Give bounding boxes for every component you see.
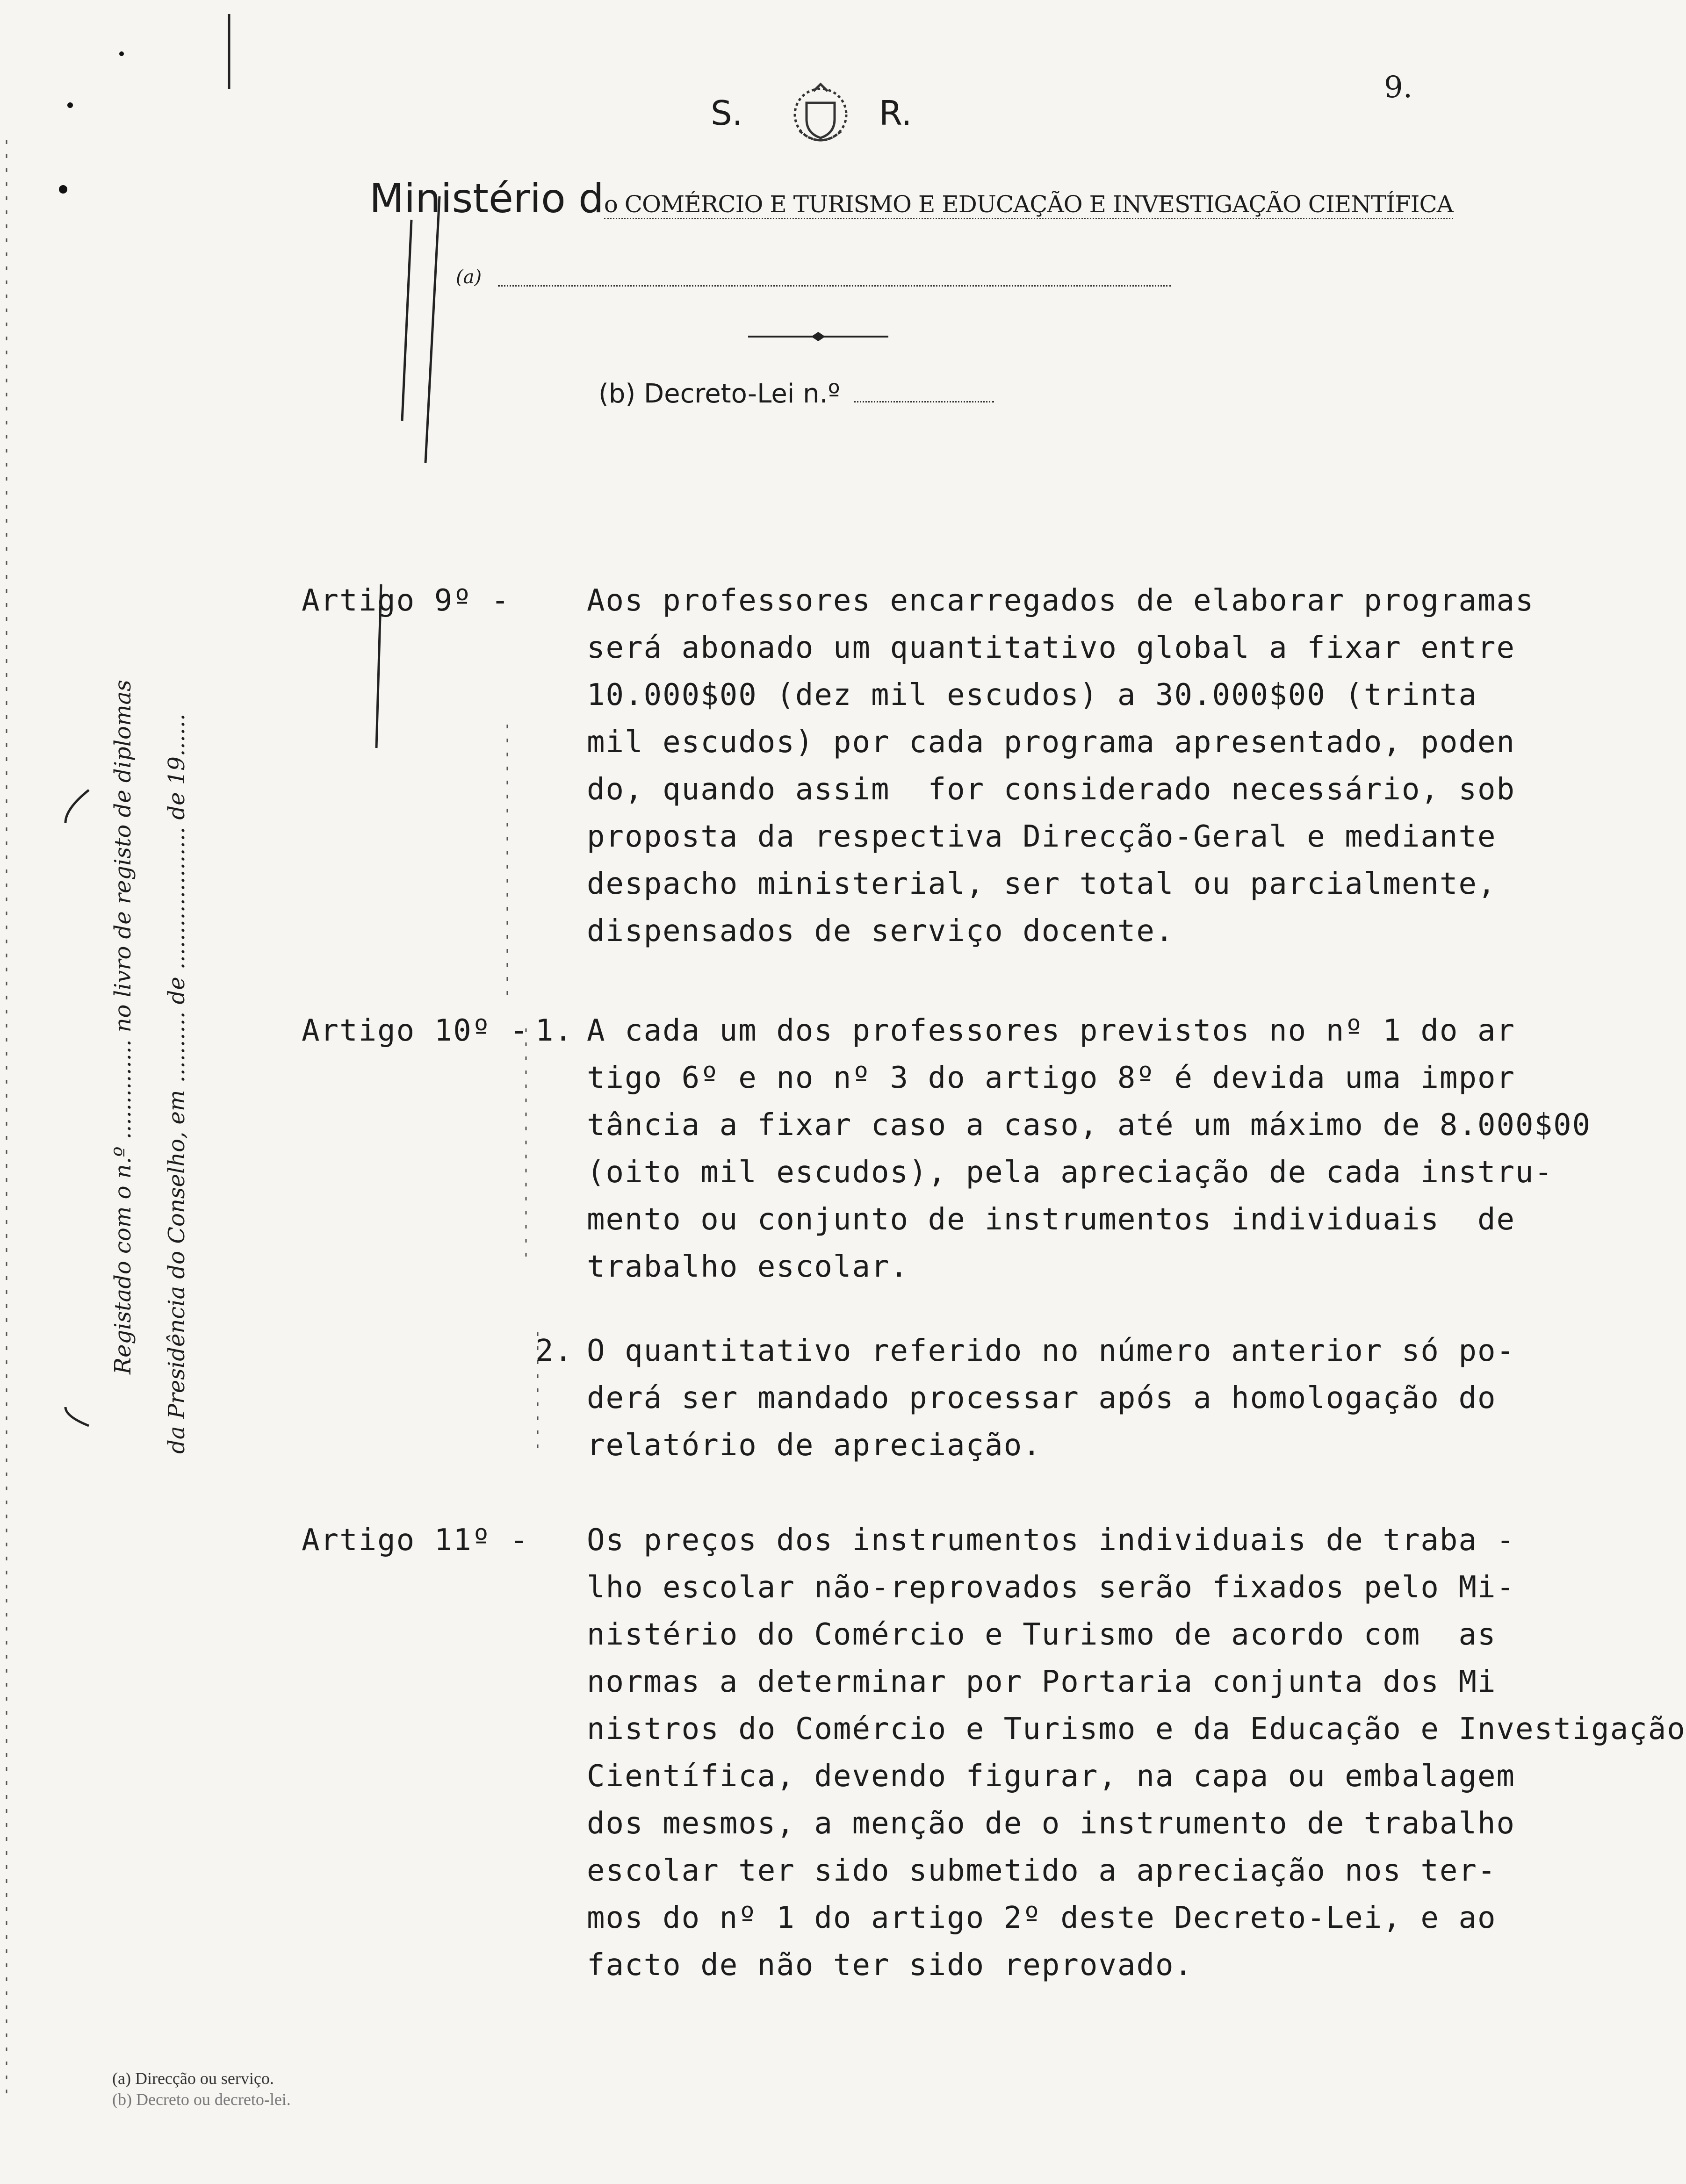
body-line: Aos professores encarregados de elaborar programas [587,583,1535,618]
article-11-label: Artigo 11º - [302,1523,529,1558]
body-line: mento ou conjunto de instrumentos individuais de [587,1202,1516,1237]
body-line: O quantitativo referido no número anterior só po- [587,1334,1516,1368]
coat-of-arms-icon [781,75,860,154]
footnote-a: (a) Direcção ou serviço. [112,2069,274,2088]
article-10-para-1-number: 1. [535,1013,574,1048]
body-line: tância a fixar caso a caso, até um máximo de 8.000$00 [587,1108,1592,1142]
article-9-body [587,577,1535,955]
registry-line-1: Registado com o n.º .............. no livro de registo de diplomas [110,680,136,1374]
body-line: mos do nº 1 do artigo 2º deste Decreto-Lei, e ao [587,1901,1497,1935]
body-line: será abonado um quantitativo global a fixar entre [587,631,1516,665]
page-number: 9. [1384,70,1413,105]
decree-number-dotline [854,401,994,402]
ministry-prefix: Ministério d [369,175,604,222]
ministry-name: o COMÉRCIO E TURISMO E EDUCAÇÃO E INVESTIGAÇÃO CIENTÍFICA [604,191,1453,219]
seal-right-letter: R. [879,93,912,133]
body-line: Os preços dos instrumentos individuais de traba - [587,1523,1516,1558]
body-line: dos mesmos, a menção de o instrumento de trabalho [587,1806,1516,1841]
ornament-divider [748,327,888,346]
margin-marks [0,0,584,2184]
body-line: lho escolar não-reprovados serão fixados pelo Mi- [587,1570,1516,1605]
article-10-para-2-number: 2. [535,1334,574,1368]
body-line: nistros do Comércio e Turismo e da Educação e Investigação [587,1712,1686,1746]
body-line: escolar ter sido submetido a apreciação nos ter- [587,1854,1497,1888]
body-line: nistério do Comércio e Turismo de acordo com as [587,1617,1497,1652]
body-line: 10.000$00 (dez mil escudos) a 30.000$00 (trinta [587,678,1477,712]
registry-line-2: da Presidência do Conselho, em .......... de .................... de 19...... [164,713,190,1454]
body-line: derá ser mandado processar após a homologação do [587,1381,1497,1415]
body-line: despacho ministerial, ser total ou parcialmente, [587,867,1497,901]
decree-label: (b) Decreto-Lei n.º [598,379,840,409]
article-11-body [587,1517,1686,1989]
body-line: tigo 6º e no nº 3 do artigo 8º é devida uma impor [587,1061,1516,1095]
body-line: do, quando assim for considerado necessário, sob [587,772,1516,807]
body-line: mil escudos) por cada programa apresentado, poden [587,725,1516,760]
body-line: dispensados de serviço docente. [587,914,1174,948]
footnote-b: (b) Decreto ou decreto-lei. [112,2090,291,2109]
article-10-label: Artigo 10º - [302,1013,529,1048]
body-line: (oito mil escudos), pela apreciação de cada instru- [587,1155,1554,1190]
seal [701,75,926,154]
body-line: proposta da respectiva Direcção-Geral e mediante [587,819,1497,854]
body-line: normas a determinar por Portaria conjunta dos Mi [587,1665,1497,1699]
body-line: trabalho escolar. [587,1250,909,1284]
seal-left-letter: S. [711,93,743,133]
body-line: relatório de apreciação. [587,1428,1042,1463]
article-9-label: Artigo 9º - [302,583,510,618]
article-10-para-1-body [587,1007,1591,1291]
article-10-para-2-body [587,1328,1515,1469]
body-line: Científica, devendo figurar, na capa ou embalagem [587,1759,1516,1794]
body-line: A cada um dos professores previstos no nº 1 do ar [587,1013,1516,1048]
field-a-label: (a) [456,266,482,288]
field-a-dotline [498,285,1171,287]
body-line: facto de não ter sido reprovado. [587,1948,1193,1983]
decree-field [598,379,994,409]
